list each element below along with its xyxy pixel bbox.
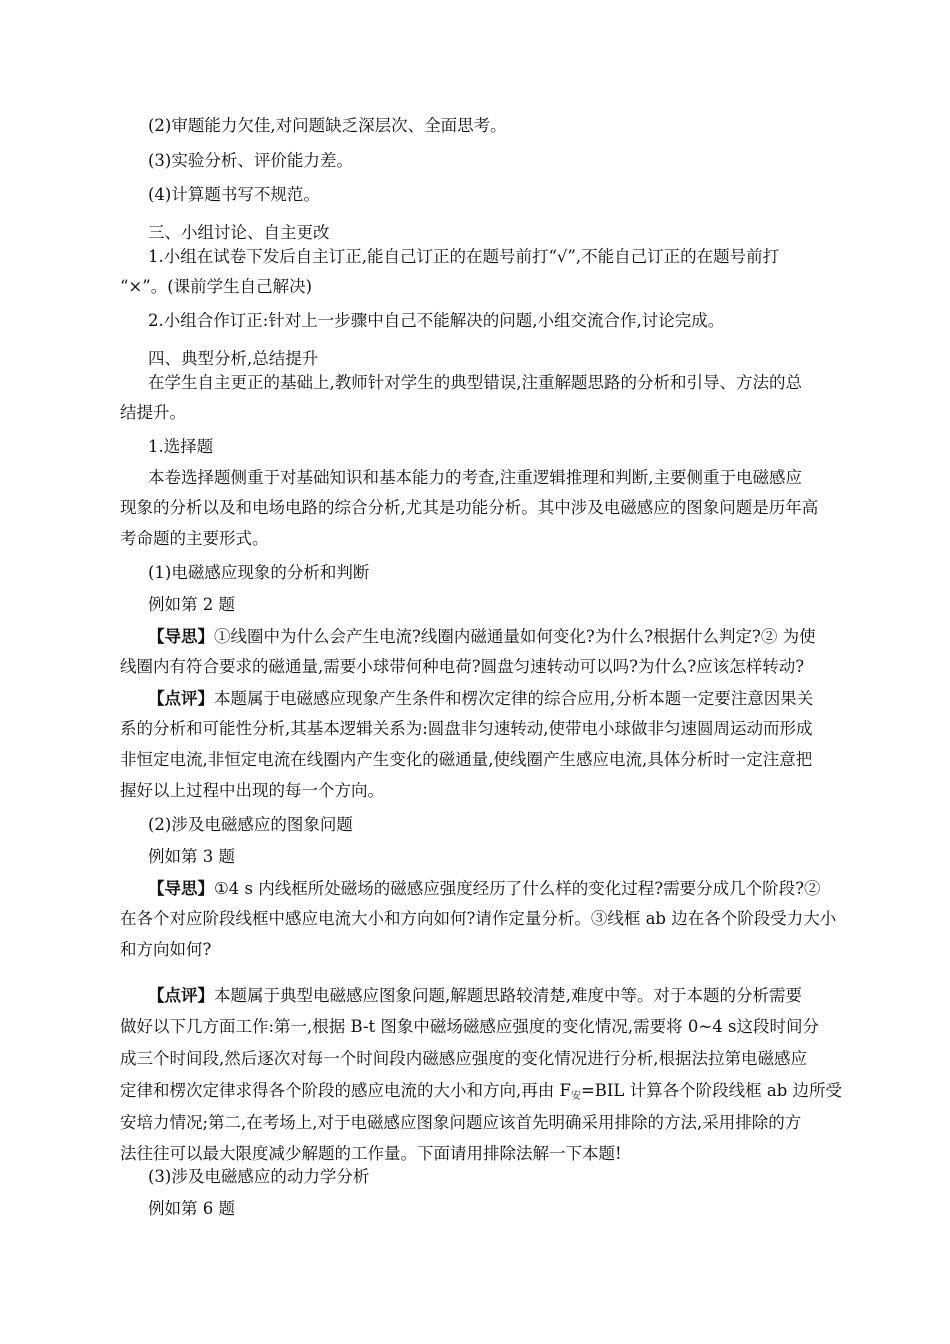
text: =BIL 计算各个阶段线框 ab 边所受 <box>580 1081 843 1100</box>
section-3-heading: 三、小组讨论、自主更改 <box>148 223 330 242</box>
section-3-p1-line2: “×”。(课前学生自己解决) <box>120 277 313 296</box>
daosi-text: ①4 s 内线框所处磁场的磁感应强度经历了什么样的变化过程?需要分成几个阶段?② <box>214 879 821 898</box>
daosi-tag: 【导思】 <box>148 627 214 646</box>
daosi-tag: 【导思】 <box>148 879 214 898</box>
section-4-heading: 四、典型分析,总结提升 <box>148 349 319 368</box>
part-2-dianping-line4 <box>120 1080 842 1108</box>
text: 定律和楞次定律求得各个阶段的感应电流的大小和方向,再由 F <box>120 1081 571 1100</box>
part-1-daosi-line1 <box>148 626 816 648</box>
part-1-dianping-line1 <box>148 688 813 710</box>
list-item-4: (4)计算题书写不规范。 <box>148 185 320 204</box>
part-3-example: 例如第 6 题 <box>148 1199 235 1218</box>
part-2-example: 例如第 3 题 <box>148 847 235 866</box>
part-1-example: 例如第 2 题 <box>148 595 235 614</box>
part-2-dianping-line3: 成三个时间段,然后逐次对每一个时间段内磁感应强度的变化情况进行分析,根据法拉第电磁感应 <box>120 1049 807 1068</box>
subscript: 安 <box>570 1091 581 1102</box>
part-1-dianping-line4: 握好以上过程中出现的每一个方向。 <box>120 781 384 800</box>
list-item-3: (3)实验分析、评价能力差。 <box>148 151 353 170</box>
section-3-p1-line1: 1.小组在试卷下发后自主订正,能自己订正的在题号前打“√”,不能自己订正的在题号前打 <box>148 247 780 266</box>
list-item-2: (2)审题能力欠佳,对问题缺乏深层次、全面思考。 <box>148 116 507 135</box>
section-4-intro-line2: 结提升。 <box>120 403 186 422</box>
part-2-dianping-line2: 做好以下几方面工作:第一,根据 B-t 图象中磁场磁感应强度的变化情况,需要将 0~4 s这段时间分 <box>120 1017 819 1036</box>
part-2-dianping-line5: 安培力情况;第二,在考场上,对于电磁感应图象问题应该首先明确采用排除的方法,采用排除的方 <box>120 1113 802 1132</box>
part-2-daosi-line1 <box>148 878 820 900</box>
part-2-dianping-line1 <box>148 985 802 1007</box>
dianping-tag: 【点评】 <box>148 986 214 1005</box>
subsection-1-title: 1.选择题 <box>148 437 214 456</box>
part-2-daosi-line2: 在各个对应阶段线框中感应电流大小和方向如何?请作定量分析。③线框 ab 边在各个阶段受力大小 <box>120 909 837 928</box>
subsection-1-p-line1: 本卷选择题侧重于对基础知识和基本能力的考查,注重逻辑推理和判断,主要侧重于电磁感应 <box>148 468 802 487</box>
part-1-dianping-line3: 非恒定电流,非恒定电流在线圈内产生变化的磁通量,使线圈产生感应电流,具体分析时一定注意把 <box>120 750 813 769</box>
part-1-daosi-line2: 线圈内有符合要求的磁通量,需要小球带何种电荷?圆盘匀速转动可以吗?为什么?应该怎样转动? <box>120 657 805 676</box>
part-2-dianping-line6: 法往往可以最大限度减少解题的工作量。下面请用排除法解一下本题! <box>120 1144 622 1163</box>
part-2-title: (2)涉及电磁感应的图象问题 <box>148 815 353 834</box>
part-1-dianping-line2: 系的分析和可能性分析,其基本逻辑关系为:圆盘非匀速转动,使带电小球做非匀速圆周运动而形成 <box>120 719 813 738</box>
subsection-1-p-line3: 考命题的主要形式。 <box>120 529 269 548</box>
dianping-text: 本题属于典型电磁感应图象问题,解题思路较清楚,难度中等。对于本题的分析需要 <box>214 986 802 1005</box>
part-1-title: (1)电磁感应现象的分析和判断 <box>148 563 370 582</box>
dianping-text: 本题属于电磁感应现象产生条件和楞次定律的综合应用,分析本题一定要注意因果关 <box>214 689 814 708</box>
section-4-intro-line1: 在学生自主更正的基础上,教师针对学生的典型错误,注重解题思路的分析和引导、方法的总 <box>148 373 802 392</box>
section-3-p2: 2.小组合作订正:针对上一步骤中自己不能解决的问题,小组交流合作,讨论完成。 <box>148 311 725 330</box>
subsection-1-p-line2: 现象的分析以及和电场电路的综合分析,尤其是功能分析。其中涉及电磁感应的图象问题是历年高 <box>120 498 819 517</box>
dianping-tag: 【点评】 <box>148 689 214 708</box>
part-3-title: (3)涉及电磁感应的动力学分析 <box>148 1167 370 1186</box>
daosi-text: ①线圈中为什么会产生电流?线圈内磁通量如何变化?为什么?根据什么判定?② 为使 <box>214 627 816 646</box>
part-2-daosi-line3: 和方向如何? <box>120 940 212 959</box>
